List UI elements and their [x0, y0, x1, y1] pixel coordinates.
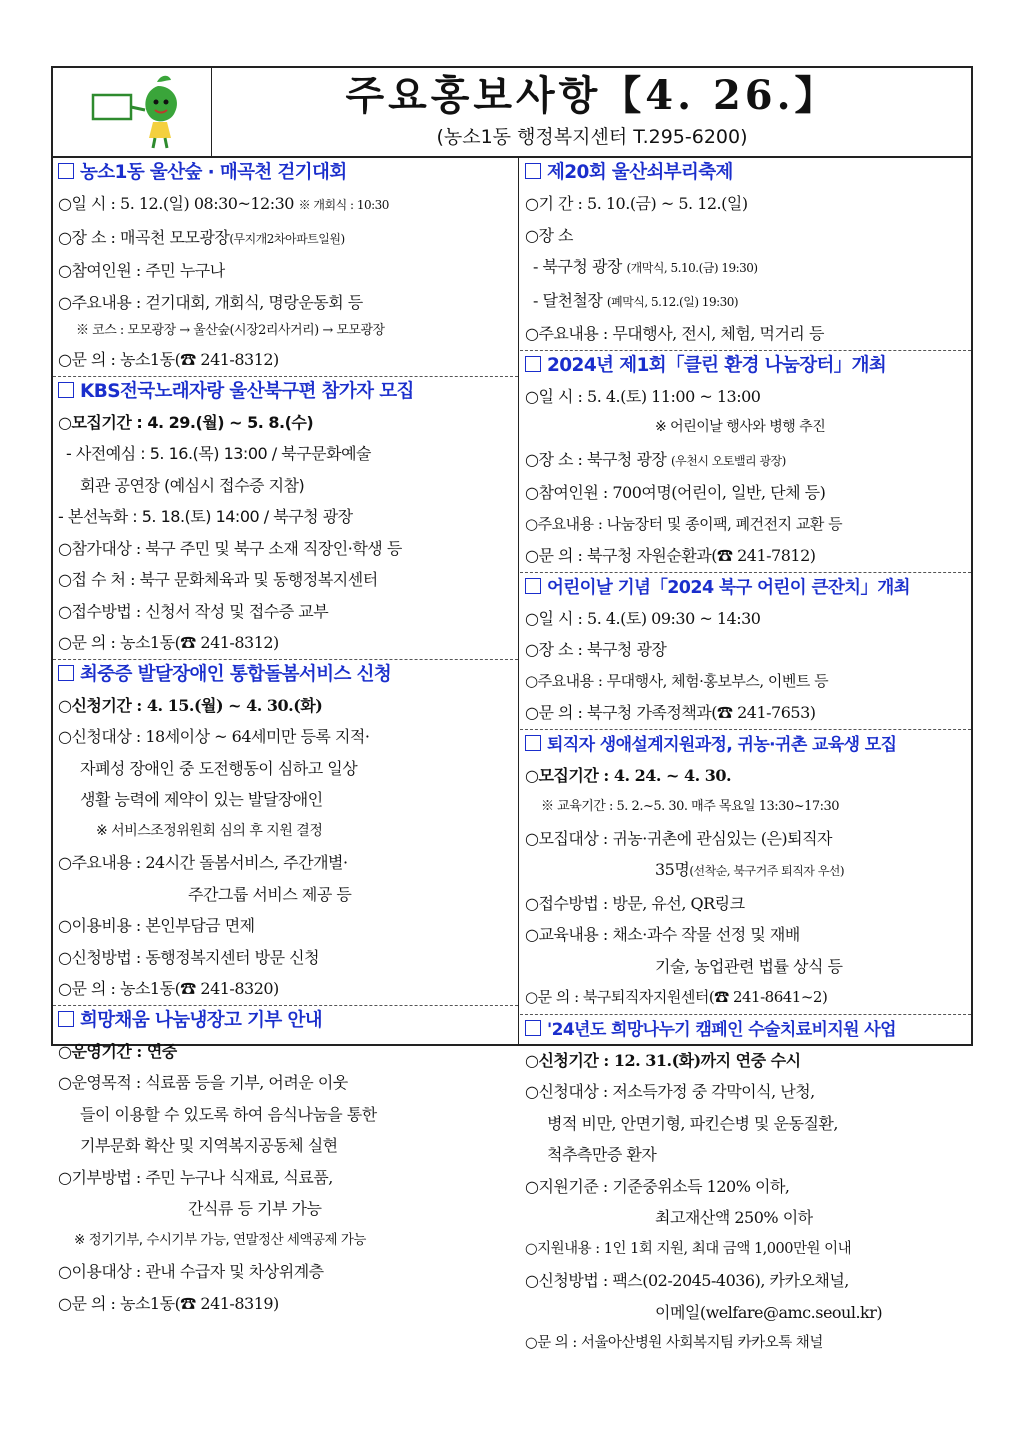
- info-line: - 본선녹화 : 5. 18.(토) 14:00 / 북구청 광장: [58, 507, 353, 526]
- info-line: ○이용대상 : 관내 수급자 및 차상위계층: [58, 1262, 324, 1281]
- section-title: '24년도 희망나누기 캠페인 수술치료비지원 사업: [525, 1015, 965, 1045]
- right-column: [520, 158, 971, 1351]
- info-line: 기부문화 확산 및 지역복지공동체 실현: [80, 1136, 338, 1155]
- info-line: ○신청대상 : 18세이상 ~ 64세미만 등록 지적·: [58, 727, 370, 746]
- info-line: ○접수방법 : 신청서 작성 및 접수증 교부: [58, 601, 329, 621]
- section-walking-event: [53, 158, 518, 377]
- checkbox-icon: [58, 1011, 74, 1027]
- bulletin-frame: [51, 66, 973, 1351]
- info-line: ○접 수 처 : 북구 문화체육과 및 동행정복지센터: [58, 570, 378, 589]
- section-title: 2024년 제1회「클린 환경 나눔장터」개최: [525, 351, 965, 381]
- info-note: ※ 코스 : 모모광장 → 울산숲(시장2리사거리) → 모모광장: [76, 323, 385, 338]
- info-line: ○신청기간 : 12. 31.(화)까지 연중 수시: [525, 1050, 801, 1070]
- checkbox-icon: [58, 163, 74, 179]
- info-line: 이메일(welfare@amc.seoul.kr): [655, 1302, 883, 1322]
- info-line: ○문 의 : 농소1동(☎ 241-8319): [58, 1293, 279, 1313]
- left-column: [53, 158, 519, 1313]
- info-line: 35명(선착순, 북구거주 퇴직자 우선): [655, 860, 845, 879]
- info-line: ○기부방법 : 주민 누구나 식재료, 식료품,: [58, 1167, 333, 1187]
- info-line: ○모집기간 : 4. 29.(월) ~ 5. 8.(수): [58, 412, 314, 432]
- info-line: ○참가대상 : 북구 주민 및 북구 소재 직장인·학생 등: [58, 538, 402, 558]
- checkbox-icon: [525, 163, 541, 179]
- info-line: ○일 시 : 5. 4.(토) 09:30 ~ 14:30: [525, 608, 761, 628]
- info-line: ○장 소 : 북구청 광장: [525, 640, 667, 659]
- info-line: 자폐성 장애인 중 도전행동이 심하고 일상: [80, 758, 358, 778]
- info-line: - 달천철장 (폐막식, 5.12.(일) 19:30): [533, 290, 739, 310]
- section-soeburi-festival: [520, 158, 971, 351]
- info-line: - 사전예심 : 5. 16.(목) 13:00 / 북구문화예술: [66, 444, 371, 463]
- info-line: 병적 비만, 안면기형, 파킨슨병 및 운동질환,: [547, 1113, 838, 1133]
- info-line: 생활 능력에 제약이 있는 발달장애인: [80, 790, 323, 809]
- info-line: ○일 시 : 5. 12.(일) 08:30~12:30 ※ 개회식 : 10:30: [58, 194, 389, 213]
- info-line: 척추측만증 환자: [547, 1145, 657, 1164]
- info-line: ○문 의 : 농소1동(☎ 241-8320): [58, 979, 279, 998]
- info-line: ○문 의 : 북구청 가족정책과(☎ 241-7653): [525, 703, 816, 722]
- mascot-logo: [53, 68, 212, 156]
- info-line: ○장 소: [525, 225, 573, 245]
- info-line: ○모집기간 : 4. 24. ~ 4. 30.: [525, 765, 732, 785]
- section-title: 제20회 울산쇠부리축제: [525, 158, 965, 188]
- info-line: ○주요내용 : 무대행사, 전시, 체험, 먹거리 등: [525, 324, 824, 343]
- info-line: ○접수방법 : 방문, 유선, QR링크: [525, 893, 745, 913]
- info-line: ○모집대상 : 귀농·귀촌에 관심있는 (은)퇴직자: [525, 828, 833, 848]
- info-line: 회관 공연장 (예심시 접수증 지참): [80, 475, 305, 495]
- info-line: ○지원내용 : 1인 1회 지원, 최대 금액 1,000만원 이내: [525, 1240, 852, 1257]
- section-clean-market: [520, 351, 971, 573]
- info-line: 최고재산액 250% 이하: [655, 1208, 813, 1227]
- checkbox-icon: [525, 735, 541, 751]
- info-line: ○신청방법 : 동행정복지센터 방문 신청: [58, 947, 320, 967]
- checkbox-icon: [58, 665, 74, 681]
- checkbox-icon: [525, 356, 541, 372]
- section-children-festival: [520, 573, 971, 730]
- page-subtitle: (농소1동 행정복지센터 T.295-6200): [436, 126, 748, 148]
- info-line: ○일 시 : 5. 4.(토) 11:00 ~ 13:00: [525, 386, 761, 406]
- info-line: ○장 소 : 매곡천 모모광장(무지개2차아파트일원): [58, 227, 345, 247]
- section-retiree-education: [520, 730, 971, 1015]
- info-note: ※ 정기기부, 수시기부 가능, 연말정산 세액공제 가능: [74, 1231, 366, 1248]
- section-title: 퇴직자 생애설계지원과정, 귀농·귀촌 교육생 모집: [525, 730, 965, 760]
- section-title: 농소1동 울산숲 · 매곡천 걷기대회: [58, 158, 512, 188]
- info-line: ○참여인원 : 700여명(어린이, 일반, 단체 등): [525, 483, 826, 502]
- section-surgery-support: [520, 1015, 971, 1360]
- info-line: ○문 의 : 서울아산병원 사회복지팀 카카오톡 채널: [525, 1335, 823, 1351]
- section-kbs-contest: [53, 377, 518, 660]
- info-line: ○문 의 : 북구청 자원순환과(☎ 241-7812): [525, 546, 816, 565]
- info-line: ○주요내용 : 무대행사, 체험·홍보부스, 이벤트 등: [525, 671, 829, 690]
- info-line: 들이 이용할 수 있도록 하여 음식나눔을 통한: [80, 1104, 377, 1124]
- info-note: ※ 어린이날 행사와 병행 추진: [655, 419, 826, 435]
- info-line: 기술, 농업관련 법률 상식 등: [655, 956, 843, 976]
- info-line: 간식류 등 기부 가능: [188, 1199, 322, 1218]
- checkbox-icon: [58, 382, 74, 398]
- section-fridge-donation: [53, 1006, 518, 1320]
- info-line: ○신청대상 : 저소득가정 중 각막이식, 난청,: [525, 1082, 815, 1101]
- info-line: ○기 간 : 5. 10.(금) ~ 5. 12.(일): [525, 194, 748, 213]
- info-line: ○장 소 : 북구청 광장 (우천시 오토밸리 광장): [525, 449, 786, 469]
- info-line: 주간그룹 서비스 제공 등: [188, 884, 352, 904]
- section-title: 희망채움 나눔냉장고 기부 안내: [58, 1006, 512, 1036]
- info-line: ○신청기간 : 4. 15.(월) ~ 4. 30.(화): [58, 695, 323, 715]
- page-title: 주요홍보사항【4. 26.】: [345, 72, 839, 119]
- info-line: ○주요내용 : 걷기대회, 개회식, 명랑운동회 등: [58, 292, 363, 312]
- info-line: ○주요내용 : 나눔장터 및 종이팩, 폐건전지 교환 등: [525, 514, 843, 533]
- info-line: ○문 의 : 농소1동(☎ 241-8312): [58, 633, 279, 652]
- section-title: 어린이날 기념「2024 북구 어린이 큰잔치」개최: [525, 573, 965, 603]
- header: [53, 68, 971, 158]
- checkbox-icon: [525, 1020, 541, 1036]
- info-line: ○문 의 : 농소1동(☎ 241-8312): [58, 350, 279, 369]
- section-title: 최중증 발달장애인 통합돌봄서비스 신청: [58, 660, 512, 690]
- info-note: ※ 서비스조정위원회 심의 후 지원 결정: [96, 822, 323, 839]
- info-line: ○참여인원 : 주민 누구나: [58, 261, 225, 280]
- info-line: ○신청방법 : 팩스(02-2045-4036), 카카오채널,: [525, 1271, 849, 1290]
- info-note: ※ 교육기간 : 5. 2.~5. 30. 매주 목요일 13:30~17:30: [541, 799, 840, 814]
- info-line: ○지원기준 : 기준중위소득 120% 이하,: [525, 1176, 790, 1196]
- checkbox-icon: [525, 578, 541, 594]
- info-line: ○운영기간 : 연중: [58, 1041, 177, 1061]
- section-disability-care: [53, 660, 518, 1006]
- info-line: - 북구청 광장 (개막식, 5.10.(금) 19:30): [533, 257, 758, 276]
- section-title: KBS전국노래자랑 울산북구편 참가자 모집: [58, 377, 512, 407]
- info-line: ○운영목적 : 식료품 등을 기부, 어려운 이웃: [58, 1073, 348, 1092]
- info-line: ○이용비용 : 본인부담금 면제: [58, 916, 255, 935]
- info-line: ○교육내용 : 채소·과수 작물 선정 및 재배: [525, 925, 800, 944]
- info-line: ○주요내용 : 24시간 돌봄서비스, 주간개별·: [58, 853, 348, 872]
- info-line: ○문 의 : 북구퇴직자지원센터(☎ 241-8641~2): [525, 988, 828, 1006]
